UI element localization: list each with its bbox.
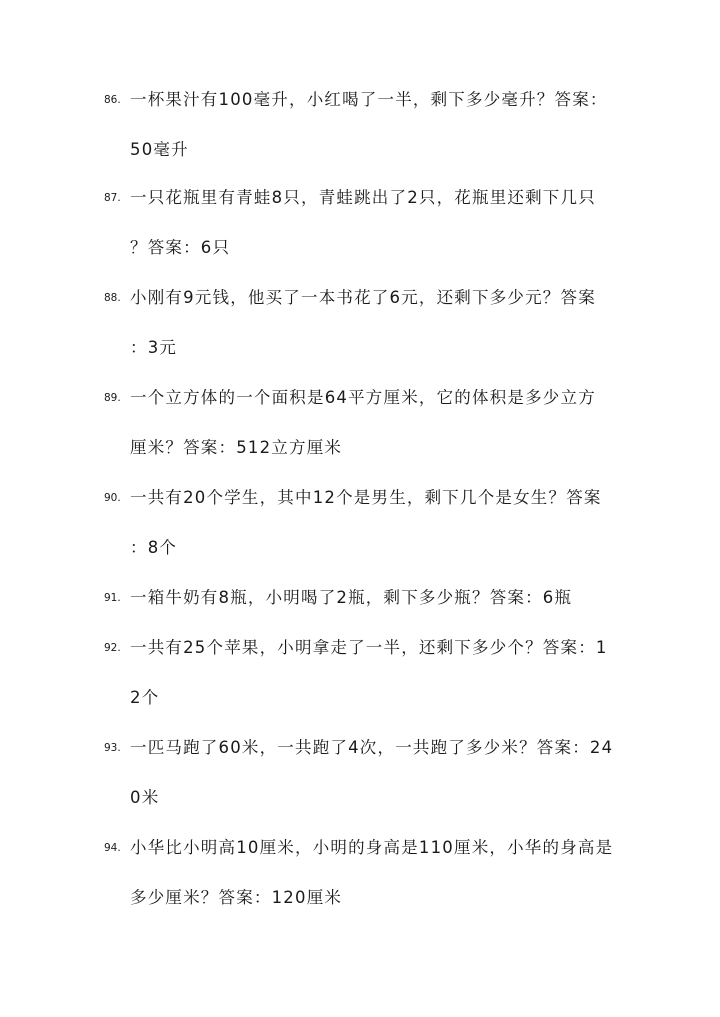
question-line bbox=[104, 472, 636, 520]
question-text: 一杯果汁有100毫升，小红喝了一半，剩下多少毫升？答案： bbox=[130, 90, 608, 109]
question-91 bbox=[104, 572, 636, 620]
question-line bbox=[104, 372, 636, 420]
question-88 bbox=[104, 272, 636, 370]
question-93 bbox=[104, 722, 636, 820]
question-continuation: 2个 bbox=[130, 688, 160, 707]
question-continuation: ？答案：6只 bbox=[130, 238, 231, 257]
question-number: 92. bbox=[104, 642, 121, 654]
question-continuation: 50毫升 bbox=[130, 140, 189, 159]
question-number: 91. bbox=[104, 592, 121, 604]
question-number: 87. bbox=[104, 192, 121, 204]
question-number: 89. bbox=[104, 392, 121, 404]
question-continuation: 多少厘米？答案：120厘米 bbox=[130, 888, 343, 907]
question-90 bbox=[104, 472, 636, 570]
question-line bbox=[104, 74, 636, 122]
question-text: 一共有20个学生，其中12个是男生，剩下几个是女生？答案 bbox=[130, 488, 602, 507]
question-text: 一只花瓶里有青蛙8只，青蛙跳出了2只，花瓶里还剩下几只 bbox=[130, 188, 596, 207]
question-text: 小华比小明高10厘米，小明的身高是110厘米，小华的身高是 bbox=[130, 838, 614, 857]
question-89 bbox=[104, 372, 636, 470]
question-94 bbox=[104, 822, 636, 920]
question-continuation: ：3元 bbox=[130, 338, 178, 357]
question-line bbox=[104, 722, 636, 770]
question-number: 93. bbox=[104, 742, 121, 754]
question-line bbox=[104, 622, 636, 670]
question-continuation: ：8个 bbox=[130, 538, 178, 557]
question-text: 小刚有9元钱，他买了一本书花了6元，还剩下多少元？答案 bbox=[130, 288, 596, 307]
question-line bbox=[104, 272, 636, 320]
question-92 bbox=[104, 622, 636, 720]
question-number: 90. bbox=[104, 492, 121, 504]
question-line bbox=[104, 572, 636, 620]
question-86 bbox=[104, 74, 636, 172]
question-number: 94. bbox=[104, 842, 121, 854]
question-continuation: 厘米？答案：512立方厘米 bbox=[130, 438, 343, 457]
question-87 bbox=[104, 172, 636, 270]
question-text: 一共有25个苹果，小明拿走了一半，还剩下多少个？答案：1 bbox=[130, 638, 608, 657]
question-number: 86. bbox=[104, 94, 121, 106]
question-text: 一个立方体的一个面积是64平方厘米，它的体积是多少立方 bbox=[130, 388, 596, 407]
question-text: 一箱牛奶有8瓶，小明喝了2瓶，剩下多少瓶？答案：6瓶 bbox=[130, 588, 573, 607]
question-number: 88. bbox=[104, 292, 121, 304]
question-line bbox=[104, 822, 636, 870]
question-line bbox=[104, 172, 636, 220]
question-continuation: 0米 bbox=[130, 788, 160, 807]
question-text: 一匹马跑了60米，一共跑了4次，一共跑了多少米？答案：24 bbox=[130, 738, 614, 757]
